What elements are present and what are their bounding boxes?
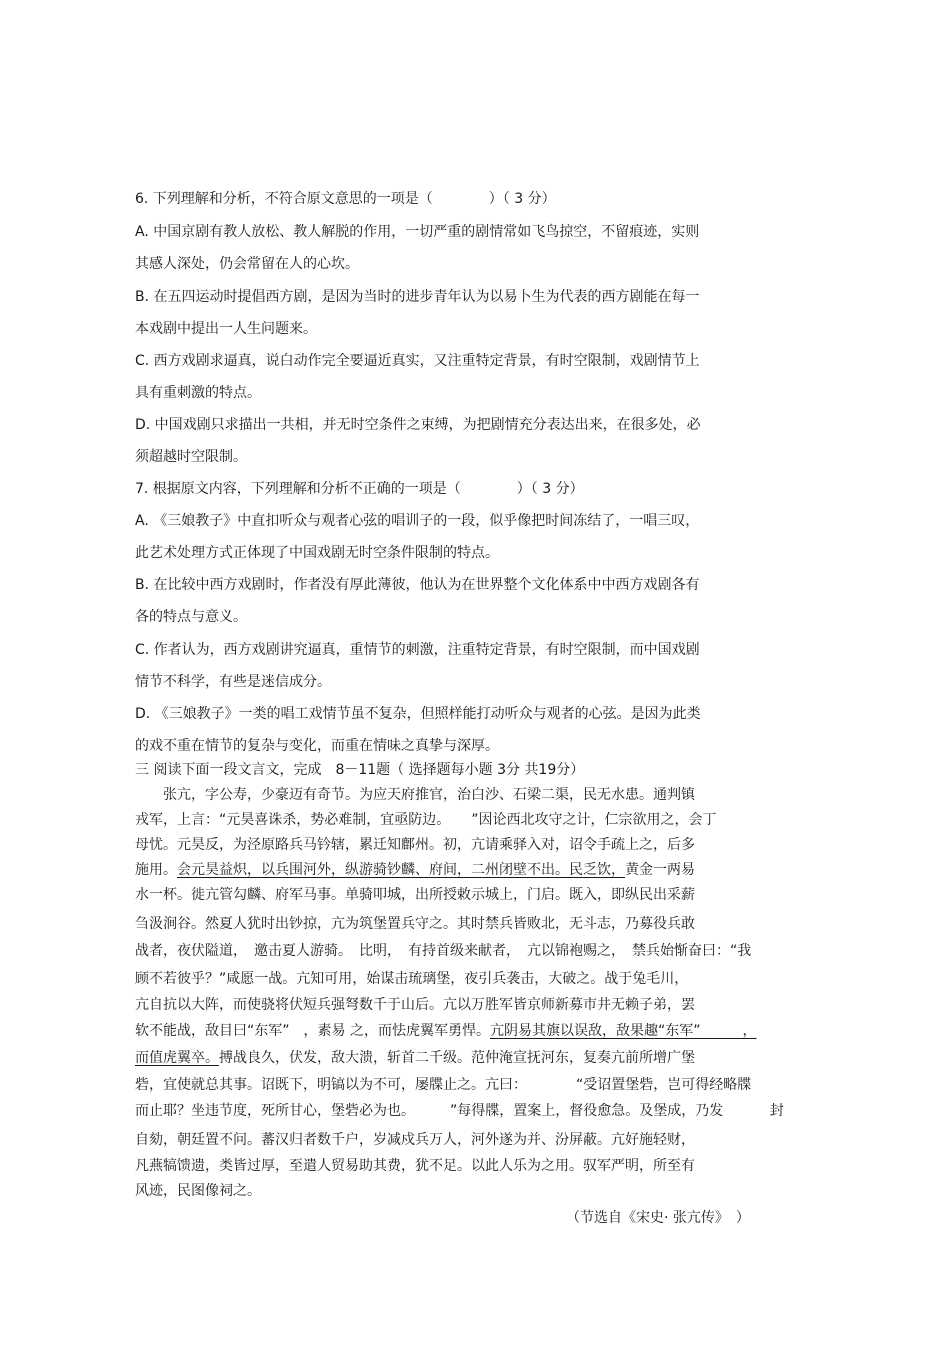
passage-text: 黄金一两易 [625, 862, 695, 878]
q7-option-d-line1: D. 《三娘教子》一类的唱工戏情节虽不复杂，但照样能打动听众与观者的心弦。是因为此类 [135, 706, 701, 722]
q7-option-c-line1: C. 作者认为，西方戏剧讲究逼真，重情节的刺激，注重特定背景，有时空限制，而中国戏剧 [135, 642, 700, 658]
passage-line: 母忧。元昊反，为泾原路兵马钤辖，累迁知鄜州。初，亢请乘驿入对，诏令手疏上之，后多 [135, 837, 695, 853]
q6-option-c-line2: 具有重刺激的特点。 [135, 385, 261, 401]
passage-text: 软不能战，敌目曰“东军” ，素易 之，而怯虎翼军勇悍。 [135, 1023, 490, 1039]
passage-line: 风迹，民图像祠之。 [135, 1183, 261, 1199]
q7-option-d-line2: 的戏不重在情节的复杂与变化，而重在情味之真挚与深厚。 [135, 738, 499, 754]
q7-option-a-line2: 此艺术处理方式正体现了中国戏剧无时空条件限制的特点。 [135, 545, 499, 561]
q6-option-b-line2: 本戏剧中提出一人生问题来。 [135, 321, 317, 337]
passage-line: 凡燕犒馈遗，类皆过厚，至遣人贸易助其费，犹不足。以此人乐为之用。驭军严明，所至有 [135, 1158, 695, 1174]
section-3-heading: 三 阅读下面一段文言文，完成 8－11题（ 选择题每小题 3分 共19分） [135, 762, 585, 778]
passage-text: 施用。 [135, 862, 177, 878]
passage-line [135, 1049, 695, 1067]
q6-option-b-line1: B. 在五四运动时提倡西方剧，是因为当时的进步青年认为以易卜生为代表的西方剧能在每一 [135, 289, 700, 305]
q6-option-c-line1: C. 西方戏剧求逼真，说白动作完全要逼近真实，又注重特定背景，有时空限制，戏剧情节上 [135, 353, 700, 369]
passage-line: 自劾，朝廷置不问。蕃汉归者数千户，岁减戍兵万人，河外遂为并、汾屏蔽。亢好施轻财， [135, 1132, 695, 1148]
passage-line: 而止耶？坐违节度，死所甘心，堡砦必为也。 ”每得牒，置案上，督役愈急。及堡成，乃发 封 [135, 1103, 784, 1119]
passage-line [135, 1022, 756, 1040]
source-citation: （节选自《宋史· 张亢传》 ） [566, 1210, 750, 1226]
q6-stem: 6. 下列理解和分析，不符合原文意思的一项是（ ）（ 3 分） [135, 191, 556, 207]
passage-line: 砦，宜使就总其事。诏既下，明镐以为不可，屡牒止之。亢曰： “受诏置堡砦，岂可得经略牒 [135, 1077, 752, 1093]
passage-line: 张亢，字公寿，少豪迈有奇节。为应天府推官，治白沙、石梁二渠，民无水患。通判镇 [135, 787, 695, 803]
passage-line: 戎军，上言：“元昊喜诛杀，势必难制，宜亟防边。 ”因论西北攻守之计，仁宗欲用之，会丁 [135, 812, 717, 828]
underlined-sentence: 亢阴易其旗以误敌，敌果趣“东军” ， [489, 1023, 757, 1039]
q7-option-a-line1: A. 《三娘教子》中直扣听众与观者心弦的唱训子的一段，似乎像把时间冻结了，一唱三叹， [135, 513, 700, 529]
q6-option-a-line1: A. 中国京剧有教人放松、教人解脱的作用，一切严重的剧情常如飞鸟掠空，不留痕迹，实则 [135, 224, 700, 240]
q7-stem: 7. 根据原文内容，下列理解和分析不正确的一项是（ ）（ 3 分） [135, 481, 584, 497]
underlined-sentence: 会元昊益炽，以兵围河外，纵游骑钞麟、府间，二州闭壁不出。民乏饮， [177, 862, 625, 878]
passage-line: 亢自抗以大阵，而使骁将伏短兵强弩数千于山后。亢以万胜军皆京师新募市井无赖子弟，罢 [135, 997, 695, 1013]
underlined-sentence: 而值虎翼卒。 [135, 1050, 219, 1066]
q7-option-c-line2: 情节不科学，有些是迷信成分。 [135, 674, 331, 690]
passage-line [135, 861, 695, 879]
q6-option-a-line2: 其感人深处，仍会常留在人的心坎。 [135, 256, 359, 272]
q6-option-d-line2: 须超越时空限制。 [135, 449, 247, 465]
q7-option-b-line1: B. 在比较中西方戏剧时，作者没有厚此薄彼，他认为在世界整个文化体系中中西方戏剧各有 [135, 577, 700, 593]
passage-line: 刍汲涧谷。然夏人犹时出钞掠，亢为筑堡置兵守之。其时禁兵皆败北，无斗志，乃募役兵敢 [135, 916, 695, 932]
q7-option-b-line2: 各的特点与意义。 [135, 609, 247, 625]
q6-option-d-line1: D. 中国戏剧只求描出一共相，并无时空条件之束缚，为把剧情充分表达出来，在很多处，必 [135, 417, 701, 433]
passage-text: 搏战良久，伏发，敌大溃，斩首二千级。范仲淹宣抚河东，复奏亢前所增广堡 [219, 1050, 695, 1066]
passage-line: 顾不若彼乎？”咸愿一战。亢知可用，始谋击琉璃堡，夜引兵袭击，大破之。战于兔毛川， [135, 971, 689, 987]
passage-line: 水一杯。徙亢管勾麟、府军马事。单骑叩城，出所授敕示城上，门启。既入，即纵民出采薪 [135, 887, 695, 903]
passage-line: 战者，夜伏隘道， 邀击夏人游骑。 比明， 有持首级来献者， 亢以锦袍赐之， 禁兵始惭奋曰：“我 [135, 943, 752, 959]
